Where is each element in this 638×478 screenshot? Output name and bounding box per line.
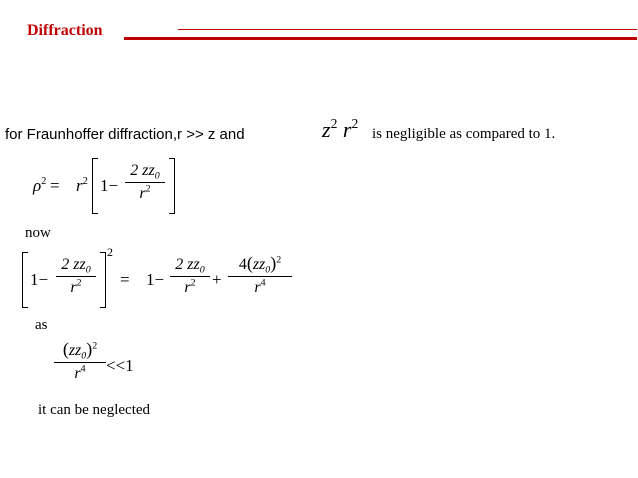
condition-text: for Fraunhoffer diffraction,r >> z and: [5, 126, 245, 143]
right-bracket: [169, 158, 175, 214]
fraction-2zz0-r2: 2 $zz_0$ $r^2$: [56, 257, 96, 296]
one: 1−: [30, 270, 49, 289]
title-rule-thick: [124, 37, 637, 40]
condition-math: $z^2$ $r^2$: [322, 116, 359, 142]
much-less-than-one: <<1: [106, 356, 134, 375]
rhs-one: 1−: [146, 270, 165, 289]
left-bracket: [22, 252, 28, 308]
now-label: now: [25, 225, 51, 241]
fraction-4zz0sq-r4: $4(zz_0)^2$ $r^4$: [228, 254, 292, 296]
rho-symbol: $\rho^2$: [33, 176, 47, 195]
fraction-2zz0-r2-rhs: 2 $zz_0$ $r^2$: [170, 257, 210, 296]
conclusion-text: it can be neglected: [38, 402, 151, 418]
one: 1−: [100, 176, 119, 195]
left-bracket: [92, 158, 98, 214]
slide-title: Diffraction: [27, 22, 103, 39]
as-label: as: [35, 317, 48, 333]
equals-sign: =: [120, 270, 130, 289]
fraction-2zz0-r2: 2 $zz_0$ $r^2$: [125, 163, 165, 202]
right-bracket: [100, 252, 106, 308]
r-term: $r^2$: [76, 176, 88, 195]
condition-suffix: is negligible as compared to 1.: [372, 126, 556, 142]
outer-exponent: 2: [107, 245, 113, 259]
fraction-zz0sq-r4: $(zz_0)^2$ $r^4$: [54, 340, 106, 382]
equals-sign: =: [50, 176, 60, 195]
title-rule-thin: [178, 29, 637, 30]
plus-sign: +: [212, 270, 222, 289]
